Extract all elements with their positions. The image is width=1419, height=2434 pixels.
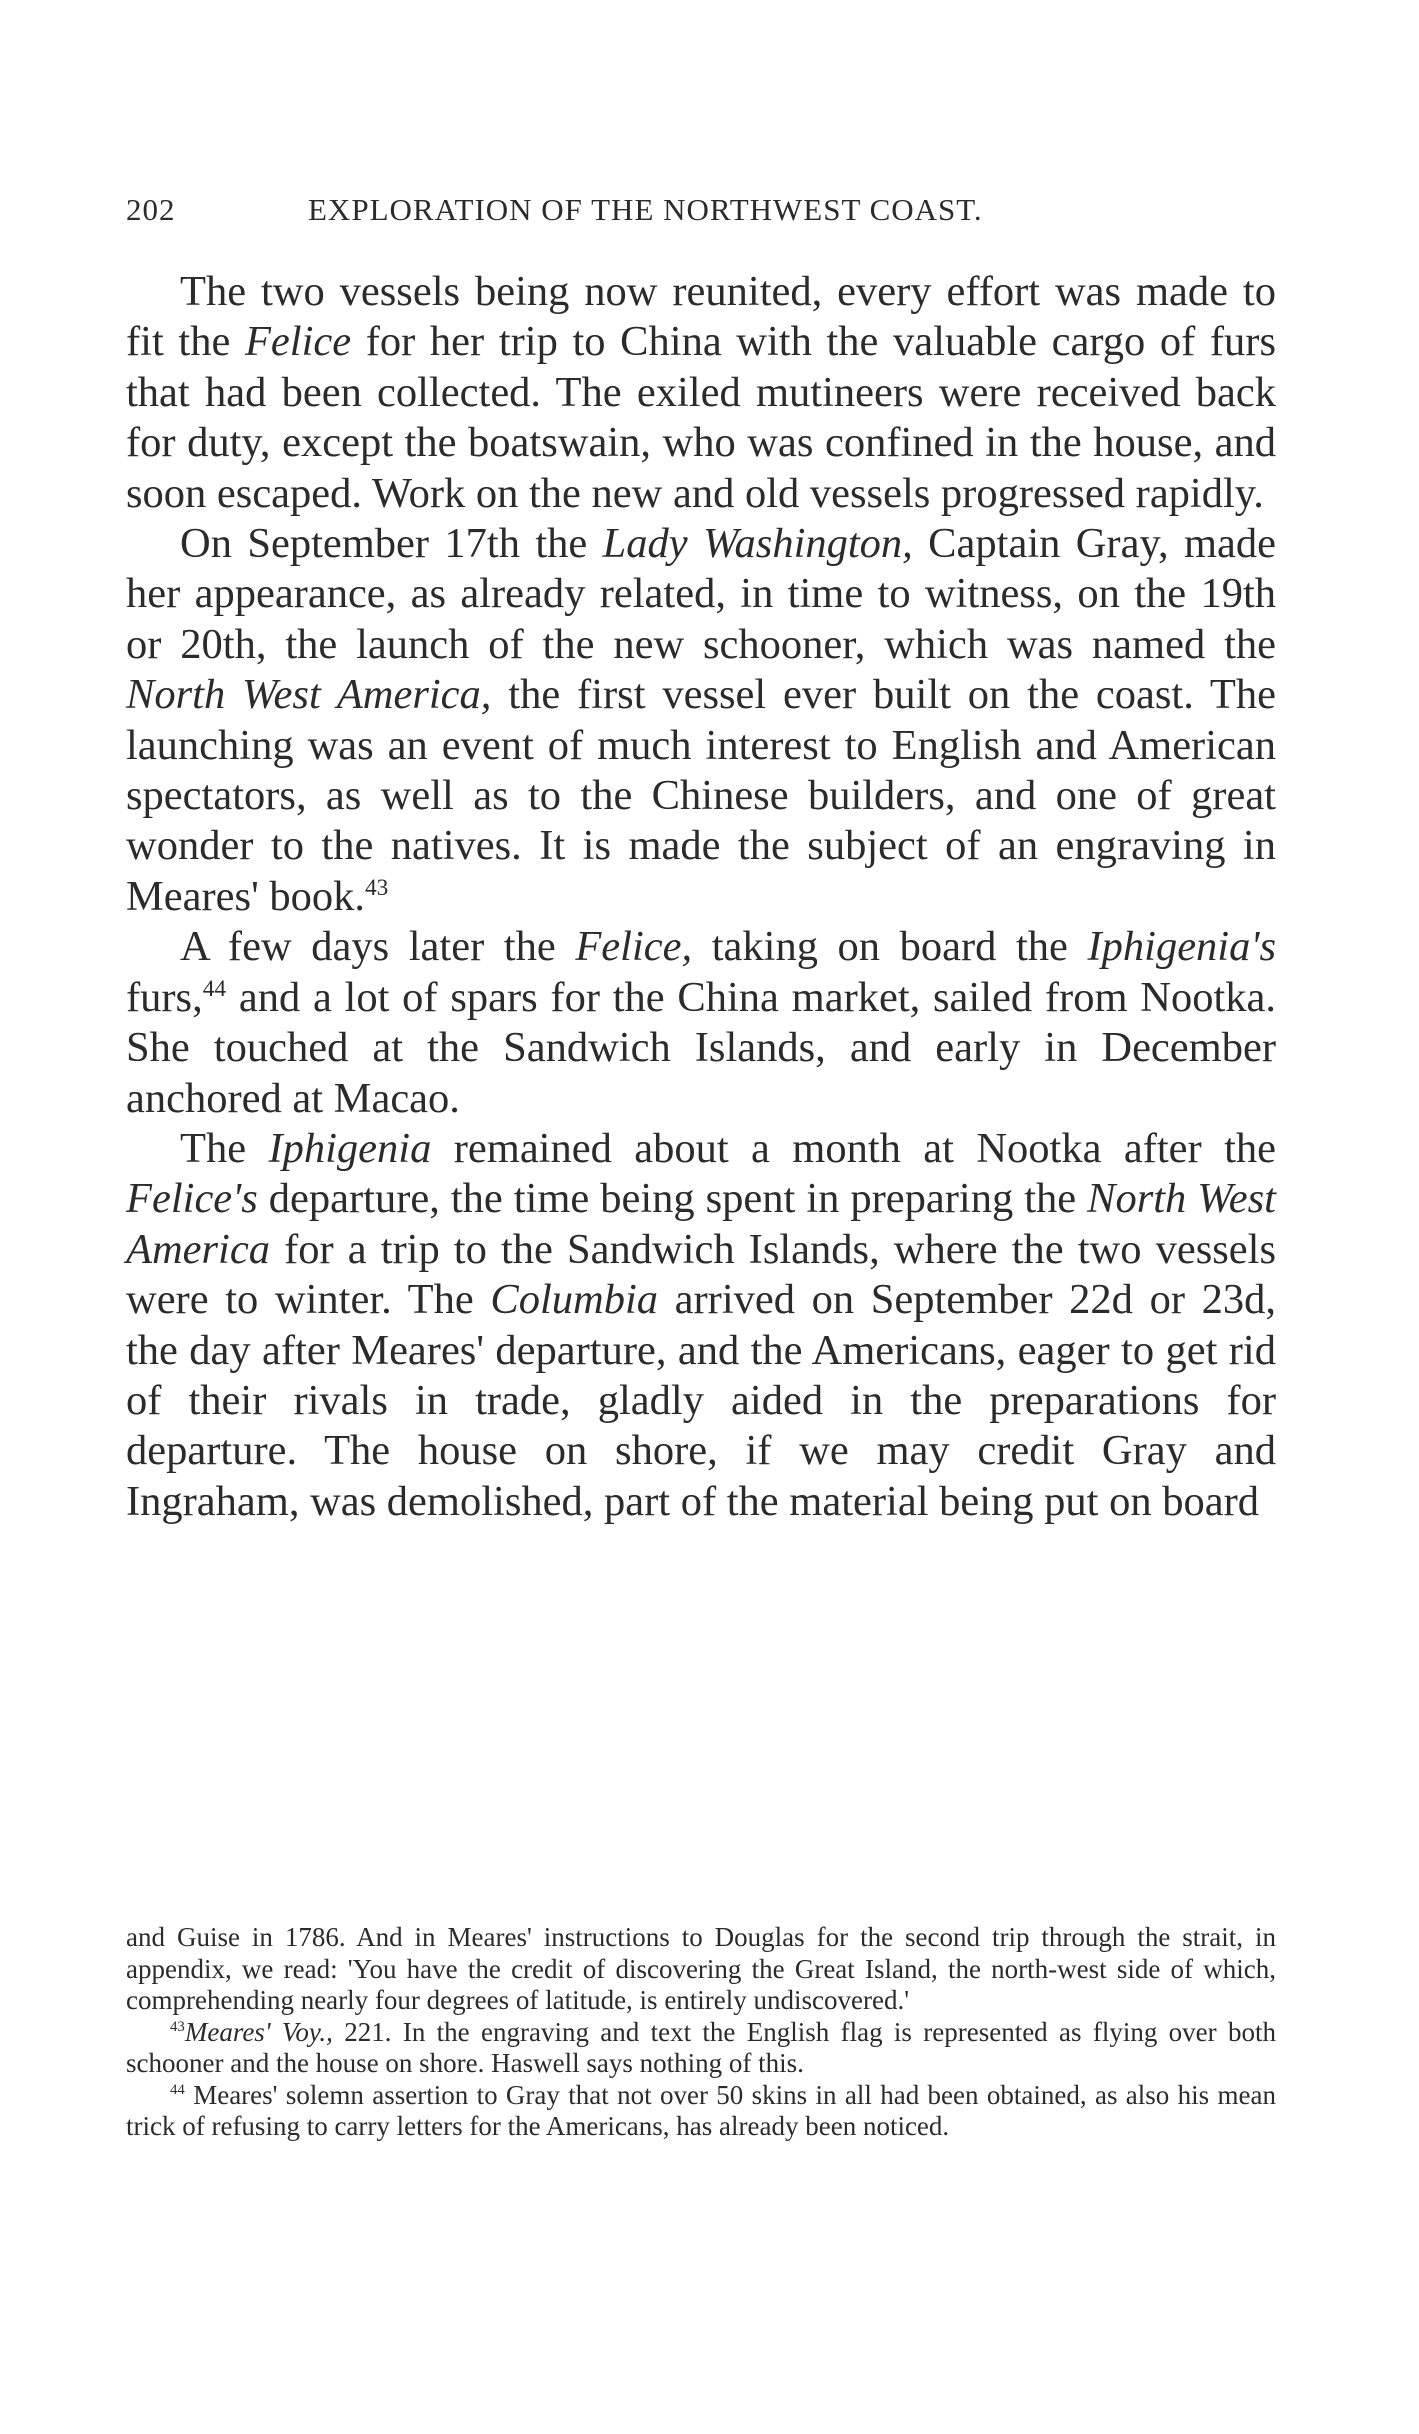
text-run: taking on board the bbox=[692, 923, 1088, 971]
italic-text: Iphigenia bbox=[268, 1124, 432, 1172]
text-run: remained about a month at Nootka after the bbox=[431, 1124, 1276, 1172]
text-run: The two vessels being now reunited, every effort was made to fit the bbox=[126, 268, 1276, 366]
italic-text: Felice bbox=[244, 318, 352, 366]
text-run: On September 17th the bbox=[180, 520, 603, 568]
text-run: and a lot of spars for the China market, sailed from Nootka. She touched at the Sandwich Islands, and early in December anchored at Macao. bbox=[126, 973, 1276, 1122]
text-run: and Guise in 1786. And in Meares' instructions to Douglas for the second trip through the strait, in appendix, we read: 'You have the credit of discovering the Great Island, the north-west side of which, comprehending nearly four degrees of latitude, is entirely undiscovered.' bbox=[126, 1922, 1276, 2015]
text-run: the first vessel ever built on the coast. The launching was an event of much interest to English and American spectators, as well as to the Chinese builders, and one of great wonder to the natives. It is made the subject of an engraving in Meares' book. bbox=[126, 671, 1276, 920]
text-run: Captain Gray, made her appearance, as already related, in time to witness, on the 19th or 20th, the launch of the new schooner, which was named the bbox=[126, 520, 1276, 668]
italic-text: North West America bbox=[126, 1175, 1276, 1273]
footnote bbox=[126, 2017, 1276, 2080]
page-number: 202 bbox=[126, 192, 176, 227]
italic-text: Felice, bbox=[575, 923, 693, 971]
italic-text: Iphigenia's bbox=[1087, 923, 1276, 971]
text-run: Meares' solemn assertion to Gray that not over 50 skins in all had been obtained, as also his mean trick of refusing to carry letters for the Americans, has already been noticed. bbox=[126, 2079, 1276, 2141]
text-run: 221. In the engraving and text the English flag is represented as flying over both schooner and the house on shore. Haswell says nothing of this. bbox=[126, 2016, 1276, 2078]
italic-text: Felice's bbox=[126, 1175, 258, 1223]
running-title: EXPLORATION OF THE NORTHWEST COAST. bbox=[308, 192, 983, 227]
paragraph bbox=[126, 519, 1276, 922]
footnotes bbox=[126, 1922, 1276, 2143]
text-run: The bbox=[180, 1124, 269, 1172]
italic-text: North West America, bbox=[126, 671, 492, 719]
text-run: arrived on September 22d or 23d, the day after Meares' departure, and the Americans, eager to get rid of their rivals in trade, gladly aided in the preparations for departure. The house on shore, if we may credit Gray and Ingraham, was demolished, part of the material being put on board bbox=[126, 1276, 1276, 1525]
footnote bbox=[126, 2080, 1276, 2143]
text-run: for her trip to China with the valuable cargo of furs that had been collected. The exiled mutineers were received back for duty, except the boatswain, who was confined in the house, and soon escaped. Work on the new and old vessels progressed rapidly. bbox=[126, 318, 1276, 517]
paragraph bbox=[126, 267, 1276, 519]
footnote bbox=[126, 1922, 1276, 2017]
text-run: furs, bbox=[126, 973, 203, 1021]
text-run: A few days later the bbox=[180, 923, 576, 971]
footnote-marker: 44 bbox=[202, 975, 227, 1002]
italic-text: Meares' Voy., bbox=[184, 2016, 333, 2047]
italic-text: Columbia bbox=[490, 1276, 659, 1324]
italic-text: Lady Washington, bbox=[602, 520, 913, 568]
footnote-marker: 43 bbox=[364, 874, 389, 901]
paragraph bbox=[126, 922, 1276, 1124]
text-run: for a trip to the Sandwich Islands, where the two vessels were to winter. The bbox=[126, 1225, 1276, 1324]
paragraph bbox=[126, 1124, 1276, 1527]
main-text bbox=[126, 267, 1276, 1527]
text-run: departure, the time being spent in preparing the bbox=[257, 1175, 1088, 1223]
footnote-marker: 44 bbox=[170, 2081, 185, 2098]
footnote-marker: 43 bbox=[170, 2018, 185, 2035]
